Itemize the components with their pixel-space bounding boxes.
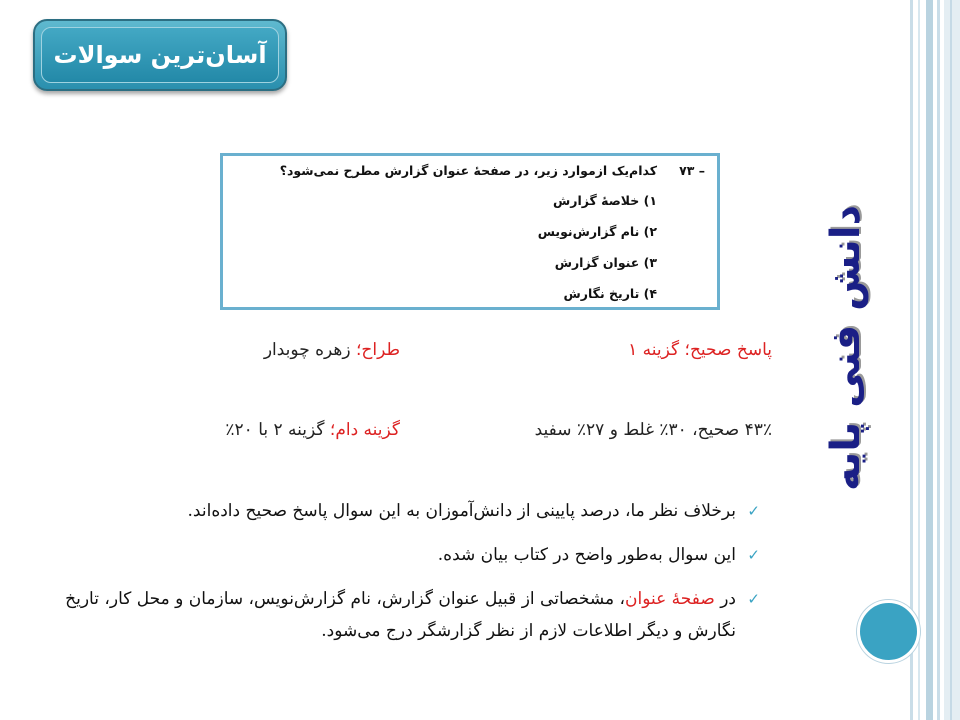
slide-title: آسان‌ترین سوالات (53, 41, 267, 69)
bullet-text-highlight: صفحهٔ عنوان (625, 589, 715, 609)
bullet-list (60, 495, 760, 659)
stripe (937, 0, 940, 720)
stripe (926, 0, 933, 720)
answer-label: پاسخ صحیح؛ (684, 340, 772, 360)
answer-value: گزینه ۱ (628, 340, 680, 360)
question-image (220, 153, 720, 310)
stats-row (535, 420, 772, 440)
option-2: ۲) نام گزارش‌نویس (537, 224, 657, 239)
check-icon: ✓ (747, 590, 760, 608)
trap-label: گزینه دام؛ (329, 420, 400, 440)
option-3: ۳) عنوان گزارش (554, 255, 657, 270)
decorative-stripes (910, 0, 960, 720)
title-inner (41, 27, 279, 83)
bullet-text: این سوال به‌طور واضح در کتاب بیان شده. (437, 545, 736, 565)
trap-value-a: گزینه ۲ با ۲۰٪ (225, 420, 325, 440)
designer-value: زهره چوبدار (263, 340, 351, 360)
trap-row (225, 420, 400, 440)
question-stem: کدام‌یک ازموارد زیر، در صفحهٔ عنوان گزارش مطرح نمی‌شود؟ (279, 163, 657, 178)
question-number: ۷۳ – (679, 163, 705, 178)
bullet-text-pre: در (714, 589, 736, 609)
answer-row (628, 340, 772, 360)
decorative-circle (857, 600, 920, 663)
bullet-text: برخلاف نظر ما، درصد پایینی از دانش‌آموزان به این سوال پاسخ صحیح داده‌اند. (187, 501, 736, 521)
stripe (950, 0, 952, 720)
option-4: ۴) تاریخ نگارش (563, 286, 657, 301)
check-icon: ✓ (747, 502, 760, 520)
list-item (60, 539, 760, 571)
stripe (944, 0, 960, 720)
stats-text: ۴۳٪ صحیح، ۳۰٪ غلط و ۲۷٪ سفید (534, 420, 772, 440)
designer-label: طراح؛ (355, 340, 400, 360)
list-item (60, 495, 760, 527)
check-icon: ✓ (747, 546, 760, 564)
option-1: ۱) خلاصهٔ گزارش (553, 193, 657, 208)
list-item (60, 583, 760, 647)
designer-row (264, 340, 400, 360)
side-title: دانش فنی پایه (823, 205, 869, 491)
stripe (918, 0, 920, 720)
bullet-text-post: ، مشخصاتی از قبیل عنوان گزارش، نام گزارش‌نویس، سازمان و محل کار، تاریخ نگارش و دیگر اطلاعات لازم از نظر گزارشگر درج می‌شود. (65, 589, 736, 641)
title-tab (33, 19, 287, 91)
